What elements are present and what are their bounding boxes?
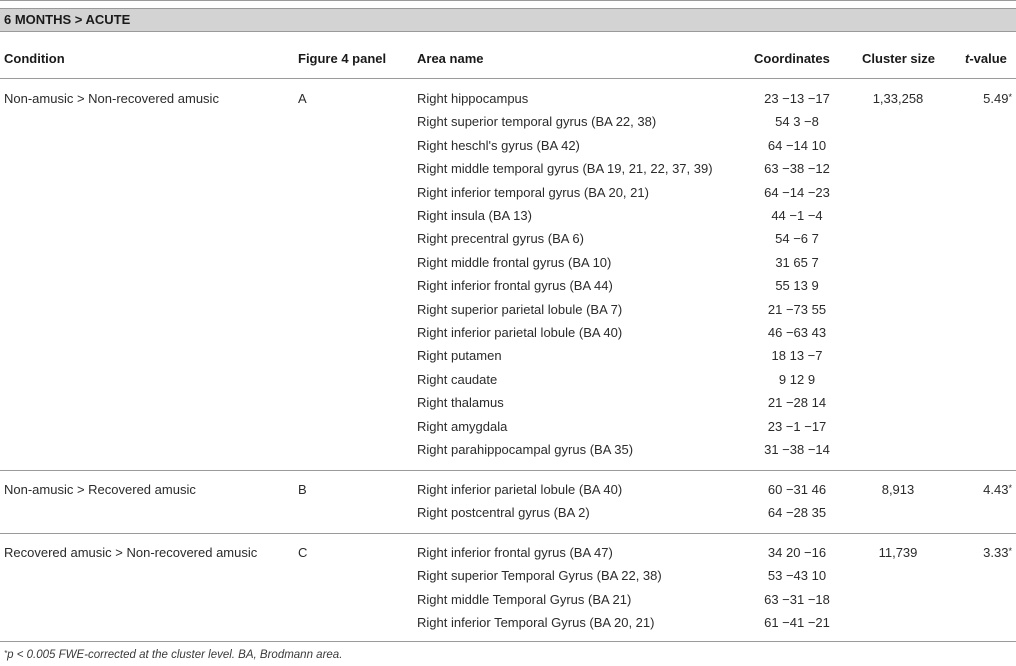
coordinates-cell: 55 13 9 (775, 278, 819, 294)
table-row (0, 90, 1016, 113)
area-name-cell: Right caudate (417, 371, 498, 387)
table-row (0, 254, 1016, 277)
coordinates-cell: 60 −31 46 (767, 482, 827, 497)
t-value-cell (960, 544, 1012, 562)
area-name-cell: Right inferior parietal lobule (BA 40) (417, 482, 623, 497)
area-name-cell: Right parahippocampal gyrus (BA 35) (417, 442, 634, 457)
area-name-cell: Right superior temporal gyrus (BA 22, 38) (417, 114, 657, 130)
table-row (0, 184, 1016, 207)
figure-panel-cell: A (298, 91, 307, 106)
header-cluster-size: Cluster size (862, 51, 935, 66)
coordinates-cell: 9 12 9 (778, 371, 816, 387)
t-value: 3.33 (983, 545, 1009, 560)
area-name-cell: Right superior parietal lobule (BA 7) (417, 301, 623, 317)
coordinates-cell: 18 13 −7 (771, 348, 823, 364)
table-row (0, 394, 1016, 417)
coordinates-cell: 34 20 −16 (767, 545, 827, 560)
header-figure-panel: Figure 4 panel (298, 51, 387, 66)
footnote-mark: * (4, 649, 8, 658)
table-row (0, 504, 1016, 527)
table-row (0, 137, 1016, 160)
coordinates-cell: 54 −6 7 (775, 231, 819, 247)
coordinates-cell: 23 −1 −17 (767, 418, 827, 434)
t-value-mark: * (1008, 92, 1012, 102)
area-name-cell: Right middle frontal gyrus (BA 10) (417, 254, 612, 270)
coordinates-cell: 46 −63 43 (767, 325, 827, 340)
table-row (0, 544, 1016, 567)
header-top-rule (0, 31, 1016, 32)
header-bottom-rule (0, 78, 1016, 79)
top-rule (0, 0, 1016, 1)
area-name-cell: Right insula (BA 13) (417, 208, 532, 223)
coordinates-cell: 31 −38 −14 (764, 442, 830, 457)
figure-panel-cell: B (298, 482, 307, 497)
t-value: 4.43 (983, 482, 1009, 497)
figure-panel-cell: C (298, 545, 308, 560)
table-row (0, 230, 1016, 253)
t-value-cell (960, 90, 1012, 108)
cluster-size-cell: 1,33,258 (872, 91, 924, 106)
area-name-cell: Right hippocampus (417, 91, 529, 106)
table-row (0, 113, 1016, 136)
table-row (0, 371, 1016, 394)
table-row (0, 324, 1016, 347)
coordinates-cell: 44 −1 −4 (771, 208, 823, 223)
table-bottom-rule (0, 641, 1016, 642)
section-title: 6 MONTHS > ACUTE (4, 12, 131, 27)
condition-cell: Non-amusic > Recovered amusic (4, 482, 196, 497)
coordinates-cell: 64 −28 35 (767, 505, 827, 521)
header-t-value (965, 51, 1007, 66)
group-separator (0, 533, 1016, 534)
coordinates-cell: 61 −41 −21 (764, 615, 830, 631)
coordinates-cell: 31 65 7 (775, 254, 819, 270)
area-name-cell: Right postcentral gyrus (BA 2) (417, 505, 590, 521)
t-value-cell (960, 481, 1012, 499)
table-row (0, 567, 1016, 590)
table-row (0, 207, 1016, 230)
area-name-cell: Right heschl's gyrus (BA 42) (417, 137, 580, 153)
area-name-cell: Right inferior parietal lobule (BA 40) (417, 325, 623, 340)
header-area-name: Area name (417, 51, 484, 66)
t-value-mark: * (1008, 483, 1012, 493)
coordinates-cell: 64 −14 10 (767, 137, 827, 153)
table-row (0, 591, 1016, 614)
footnote-text: p < 0.005 FWE-corrected at the cluster level. BA, Brodmann area. (7, 649, 343, 661)
table-row (0, 614, 1016, 637)
t-value-mark: * (1008, 546, 1012, 556)
table-row (0, 301, 1016, 324)
condition-cell: Recovered amusic > Non-recovered amusic (4, 545, 258, 560)
coordinates-cell: 23 −13 −17 (764, 91, 830, 106)
area-name-cell: Right inferior frontal gyrus (BA 47) (417, 545, 613, 560)
coordinates-cell: 53 −43 10 (767, 568, 827, 584)
area-name-cell: Right superior Temporal Gyrus (BA 22, 38) (417, 568, 662, 584)
header-t-rest: -value (969, 51, 1007, 66)
coordinates-cell: 54 3 −8 (775, 114, 819, 130)
cluster-size-cell: 11,739 (878, 545, 918, 560)
coordinates-cell: 21 −28 14 (767, 395, 827, 411)
table-row (0, 160, 1016, 183)
table-row (0, 441, 1016, 464)
area-name-cell: Right middle temporal gyrus (BA 19, 21, 22, 37, 39) (417, 161, 713, 177)
area-name-cell: Right precentral gyrus (BA 6) (417, 231, 584, 247)
t-value: 5.49 (983, 91, 1009, 106)
section-header-bar (0, 8, 1016, 31)
coordinates-cell: 21 −73 55 (767, 301, 827, 317)
area-name-cell: Right inferior temporal gyrus (BA 20, 21) (417, 184, 649, 200)
table-row (0, 481, 1016, 504)
header-coordinates: Coordinates (754, 51, 830, 66)
table-row (0, 277, 1016, 300)
table-row (0, 347, 1016, 370)
area-name-cell: Right thalamus (417, 395, 504, 411)
group-separator (0, 470, 1016, 471)
header-condition: Condition (4, 51, 65, 66)
area-name-cell: Right middle Temporal Gyrus (BA 21) (417, 591, 632, 607)
area-name-cell: Right inferior Temporal Gyrus (BA 20, 21) (417, 615, 655, 631)
table-row (0, 418, 1016, 441)
cluster-size-cell: 8,913 (881, 482, 915, 497)
coordinates-cell: 64 −14 −23 (764, 184, 830, 200)
table-footnote (4, 649, 342, 661)
coordinates-cell: 63 −38 −12 (764, 161, 830, 177)
header-t-italic: t (965, 51, 970, 66)
area-name-cell: Right inferior frontal gyrus (BA 44) (417, 278, 613, 294)
coordinates-cell: 63 −31 −18 (764, 591, 830, 607)
area-name-cell: Right putamen (417, 348, 502, 364)
area-name-cell: Right amygdala (417, 418, 508, 434)
condition-cell: Non-amusic > Non-recovered amusic (4, 91, 219, 106)
